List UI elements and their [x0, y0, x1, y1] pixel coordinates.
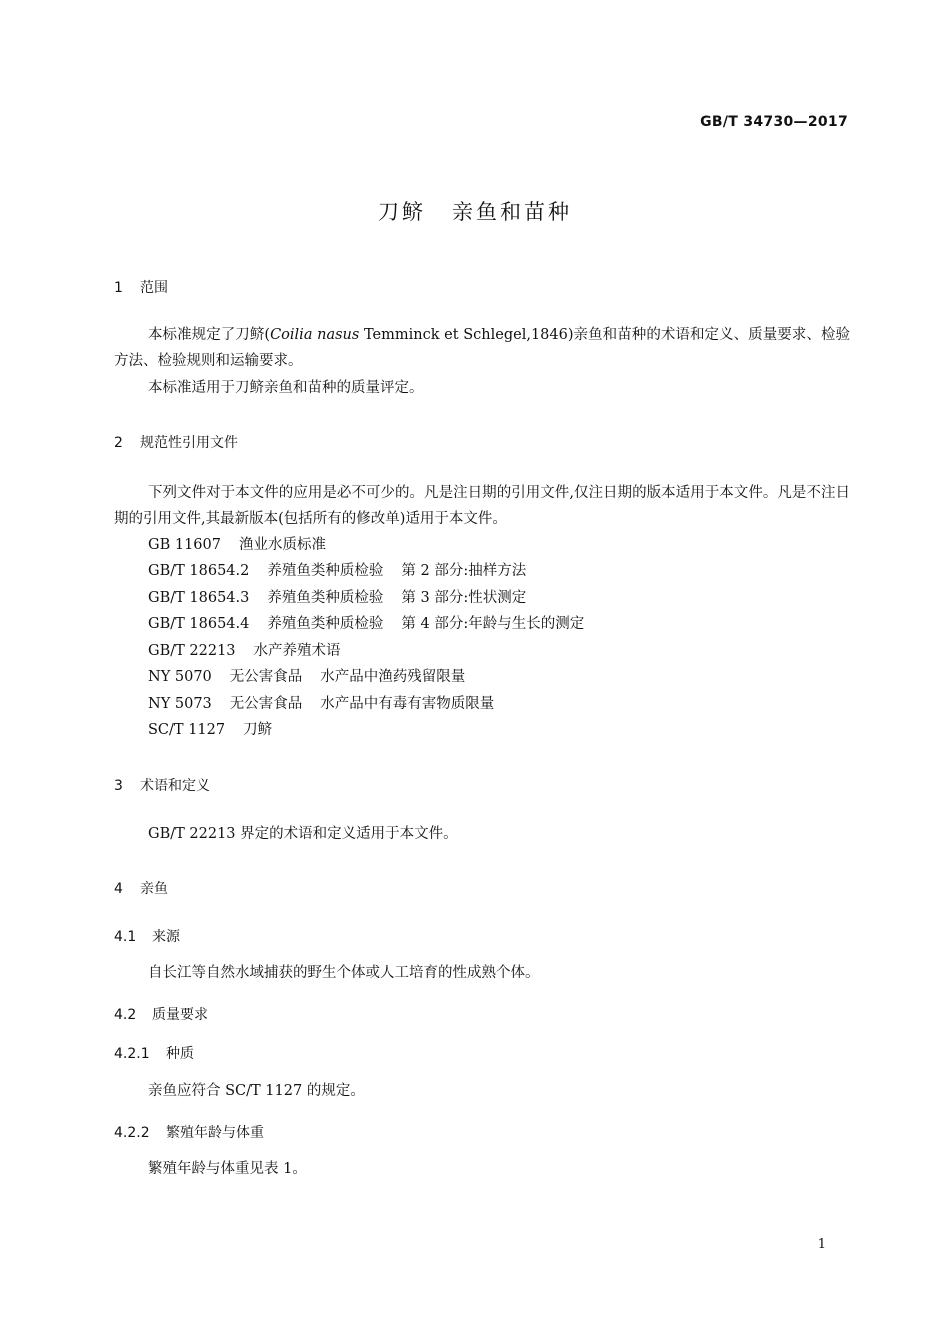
- section-1-heading: [114, 277, 168, 297]
- section-number: 3: [114, 778, 123, 794]
- section-2-paragraph-1: 下列文件对于本文件的应用是必不可少的。凡是注日期的引用文件,仅注日期的版本适用于本文件。凡是不注日期的引用文件,其最新版本(包括所有的修改单)适用于本文件。: [114, 485, 850, 527]
- reference-item: GB/T 18654.3 养殖鱼类种质检验 第 3 部分:性状测定: [148, 590, 527, 606]
- section-4-2-heading: [114, 1004, 208, 1024]
- section-number: 4.2.1: [114, 1046, 150, 1062]
- section-title: 繁殖年龄与体重: [166, 1125, 264, 1141]
- reference-item: NY 5073 无公害食品 水产品中有毒有害物质限量: [148, 696, 495, 712]
- reference-item: GB/T 22213 水产养殖术语: [148, 643, 341, 659]
- page-number: 1: [817, 1237, 826, 1252]
- section-title: 种质: [166, 1046, 194, 1062]
- reference-item: SC/T 1127 刀鲚: [148, 722, 273, 738]
- section-4-2-1-heading: [114, 1043, 194, 1063]
- section-number: 4.2.2: [114, 1125, 150, 1141]
- section-4-1-heading: [114, 926, 180, 946]
- section-title: 质量要求: [152, 1007, 208, 1023]
- section-1-paragraph-2: 本标准适用于刀鲚亲鱼和苗种的质量评定。: [148, 380, 424, 396]
- section-number: 2: [114, 435, 123, 451]
- title-part-1: 刀鲚: [378, 200, 426, 224]
- section-number: 4.1: [114, 929, 137, 945]
- section-number: 4.2: [114, 1007, 137, 1023]
- document-title: [0, 196, 950, 226]
- section-title: 范围: [140, 280, 168, 296]
- reference-item: GB/T 18654.2 养殖鱼类种质检验 第 2 部分:抽样方法: [148, 563, 527, 579]
- reference-item: GB 11607 渔业水质标准: [148, 537, 326, 553]
- section-3-heading: [114, 775, 210, 795]
- standard-number: GB/T 34730—2017: [700, 114, 848, 130]
- scientific-name: Coilia nasus: [270, 327, 360, 343]
- section-4-2-2-heading: [114, 1122, 264, 1142]
- section-number: 4: [114, 881, 123, 897]
- section-3-paragraph-1: GB/T 22213 界定的术语和定义适用于本文件。: [148, 826, 458, 842]
- title-part-2: 亲鱼和苗种: [452, 200, 572, 224]
- section-4-heading: [114, 878, 168, 898]
- section-4-1-paragraph-1: 自长江等自然水域捕获的野生个体或人工培育的性成熟个体。: [148, 965, 540, 981]
- reference-item: NY 5070 无公害食品 水产品中渔药残留限量: [148, 669, 466, 685]
- section-title: 规范性引用文件: [140, 435, 238, 451]
- section-title: 术语和定义: [140, 778, 210, 794]
- section-number: 1: [114, 280, 123, 296]
- section-title: 来源: [152, 929, 180, 945]
- section-4-2-2-paragraph-1: 繁殖年龄与体重见表 1。: [148, 1161, 307, 1177]
- section-2-heading: [114, 432, 238, 452]
- section-title: 亲鱼: [140, 881, 168, 897]
- section-4-2-1-paragraph-1: 亲鱼应符合 SC/T 1127 的规定。: [148, 1083, 365, 1099]
- reference-item: GB/T 18654.4 养殖鱼类种质检验 第 4 部分:年龄与生长的测定: [148, 616, 585, 632]
- section-1-paragraph-1: 本标准规定了刀鲚(Coilia nasus Temminck et Schlegel,1846)亲鱼和苗种的术语和定义、质量要求、检验方法、检验规则和运输要求。: [114, 327, 850, 369]
